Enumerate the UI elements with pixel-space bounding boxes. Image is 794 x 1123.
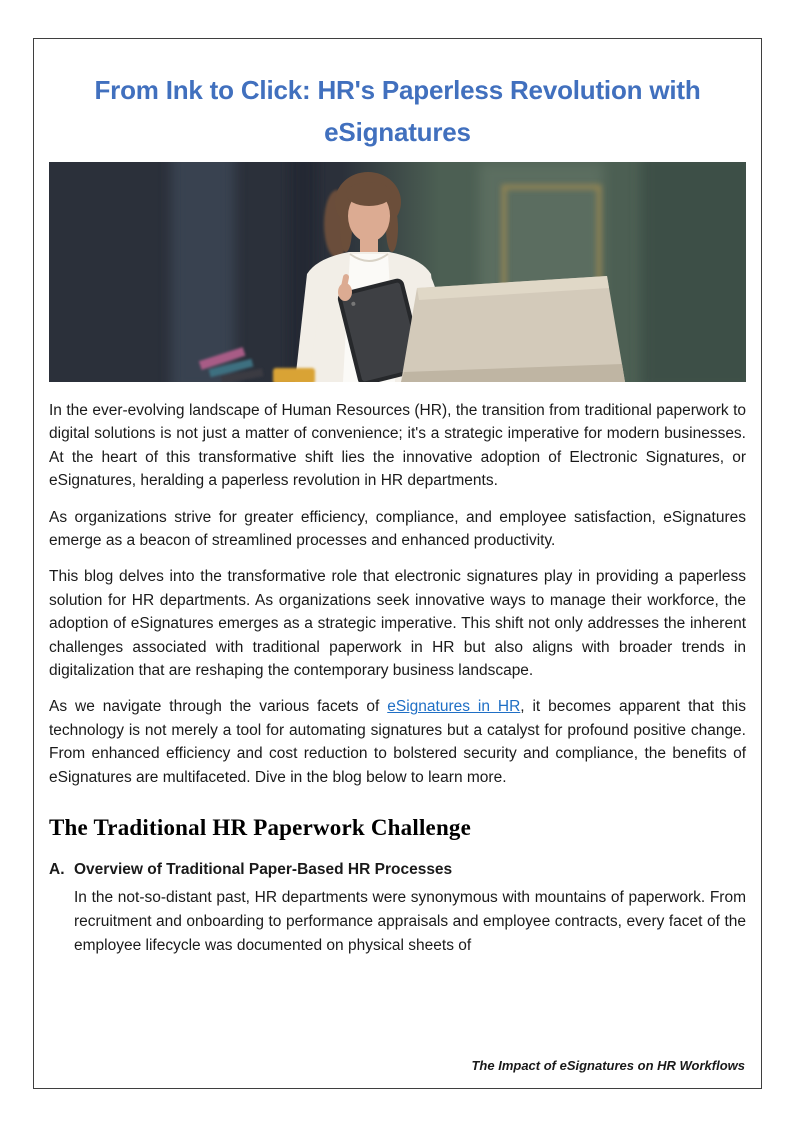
- list-item-a: [49, 858, 746, 958]
- list-item-a-title: Overview of Traditional Paper-Based HR Processes: [74, 861, 453, 879]
- section-heading-traditional-hr-paperwork-challenge: The Traditional HR Paperwork Challenge: [49, 815, 472, 841]
- paragraph-4-before-link: As we navigate through the various facets of: [49, 698, 388, 716]
- esignatures-in-hr-link[interactable]: eSignatures in HR: [387, 698, 521, 716]
- blurred-door-band: [171, 162, 235, 382]
- intro-paragraph-3: This blog delves into the transformative role that electronic signatures play in providing a paperless solution for HR departments. As organizations seek innovative ways to manage their workforce, the adoption of eSignatures emerges as a strategic imperative. This shift not only addresses the inherent challenges associated with traditional paperwork in HR but also aligns with broader trends in digitalization that are reshaping the contemporary business landscape.: [49, 568, 746, 680]
- neck: [360, 236, 378, 252]
- hero-image: [49, 162, 746, 382]
- document-title: From Ink to Click: HR's Paperless Revolution with eSignatures: [94, 75, 701, 147]
- intro-paragraph-1: In the ever-evolving landscape of Human Resources (HR), the transition from traditional paperwork to digital solutions is not just a matter of convenience; it's a strategic imperative for modern businesses. At the heart of this transformative shift lies the innovative adoption of Electronic Signatures, or eSignatures, heralding a paperless revolution in HR departments.: [49, 402, 746, 490]
- yellow-object: [273, 368, 315, 382]
- list-item-a-label: A.: [49, 861, 65, 879]
- document-page: [33, 38, 762, 1089]
- list-item-a-body: In the not-so-distant past, HR departments were synonymous with mountains of paperwork. From recruitment and onboarding to performance appraisals and employee contracts, every facet of the employee lifecycle was documented on physical sheets of: [74, 889, 746, 955]
- page-footer: The Impact of eSignatures on HR Workflows: [471, 1058, 745, 1073]
- intro-paragraph-2: As organizations strive for greater efficiency, compliance, and employee satisfaction, eSignatures emerge as a beacon of streamlined processes and enhanced productivity.: [49, 508, 746, 550]
- pointing-hand: [338, 283, 352, 301]
- hair-fringe: [346, 182, 392, 206]
- hero-image-container: [49, 162, 746, 382]
- list-item-a-heading: [49, 858, 746, 881]
- laptop: [401, 276, 625, 382]
- green-wall-column: [641, 162, 746, 382]
- page-content: [34, 39, 761, 958]
- paragraph-4-after-link: , it becomes apparent that this technology is not merely a tool for automating signatures but a catalyst for profound positive change. From enhanced efficiency and cost reduction to bolstered security and compliance, the benefits of eSignatures are multifaceted. Dive in the blog below to learn more.: [49, 698, 746, 786]
- intro-paragraph-4: [49, 695, 746, 789]
